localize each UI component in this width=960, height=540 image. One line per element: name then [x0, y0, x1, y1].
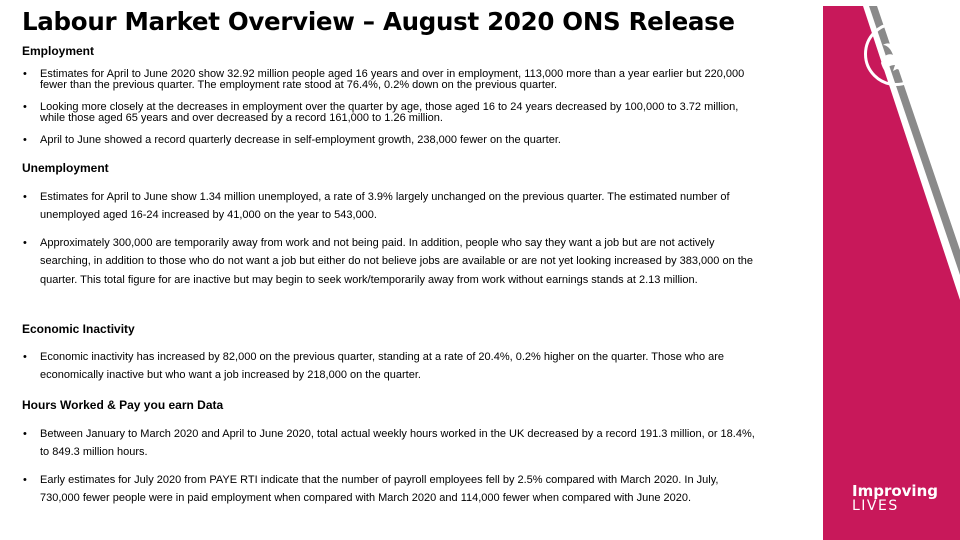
bullet-text: Estimates for April to June 2020 show 32.92 million people aged 16 years and over in employment, 113,000 more than a year earlier but 220,000 fewer than the previous quarter. The employment rate stood at 76.4%, 0.2% down on the previous quarter.	[40, 68, 745, 91]
welsh-dragon-crest-icon	[864, 22, 928, 86]
bullet-icon: •	[23, 101, 27, 113]
bullet-text: Estimates for April to June show 1.34 million unemployed, a rate of 3.9% largely unchanged on the previous quarter. The estimated number of unemployed aged 16-24 increased by 41,000 on the year to 543,000.	[40, 191, 730, 222]
section-heading-hours: Hours Worked & Pay you earn Data	[22, 398, 224, 412]
section-heading-inactivity: Economic Inactivity	[22, 322, 135, 336]
bullet-text: April to June showed a record quarterly decrease in self-employment growth, 238,000 fewer on the quarter.	[40, 134, 561, 146]
bullet-text: Early estimates for July 2020 from PAYE RTI indicate that the number of payroll employees fell by 2.5% compared with March 2020. In July, 730,000 fewer people were in paid employment when compared with March 2020 and 114,000 fewer when compared with June 2020.	[40, 474, 719, 505]
bullet-icon: •	[23, 68, 27, 80]
section-heading-unemployment: Unemployment	[22, 161, 109, 175]
bullet-text: Approximately 300,000 are temporarily away from work and not being paid. In addition, people who say they want a job but are not actively searching, in addition to those who do not want a job but either do not believe jobs are available or are not yet looking increased by 383,000 on the quarter. This total figure for are inactive but may begin to seek work/temporarily away from work without earnings stands at 2.13 million.	[40, 237, 754, 286]
bullet-icon: •	[23, 237, 27, 249]
bullet-text: Economic inactivity has increased by 82,000 on the previous quarter, standing at a rate of 20.4%, 0.2% higher on the quarter. Those who are economically inactive but who want a job increased by 218,000 on the quarter.	[40, 351, 725, 382]
bullet-icon: •	[23, 134, 27, 146]
improving-lives-logo	[852, 484, 938, 514]
section-heading-employment: Employment	[22, 44, 95, 58]
bullet-icon: •	[23, 351, 27, 363]
bullet-icon: •	[23, 428, 27, 440]
bullet-icon: •	[23, 474, 27, 486]
logo-text-line1: Improving	[852, 482, 938, 500]
page-title: Labour Market Overview – August 2020 ONS Release	[22, 7, 735, 36]
bullet-text: Looking more closely at the decreases in employment over the quarter by age, those aged 16 to 24 years decreased by 100,000 to 3.72 million, while those aged 65 years and over decreased by a record 161,000 to 1.26 million.	[40, 101, 739, 124]
bullet-text: Between January to March 2020 and April to June 2020, total actual weekly hours worked in the UK decreased by a record 191.3 million, or 18.4%, to 849.3 million hours.	[40, 428, 755, 459]
logo-text-line2: LIVES	[852, 498, 899, 514]
bullet-icon: •	[23, 191, 27, 203]
